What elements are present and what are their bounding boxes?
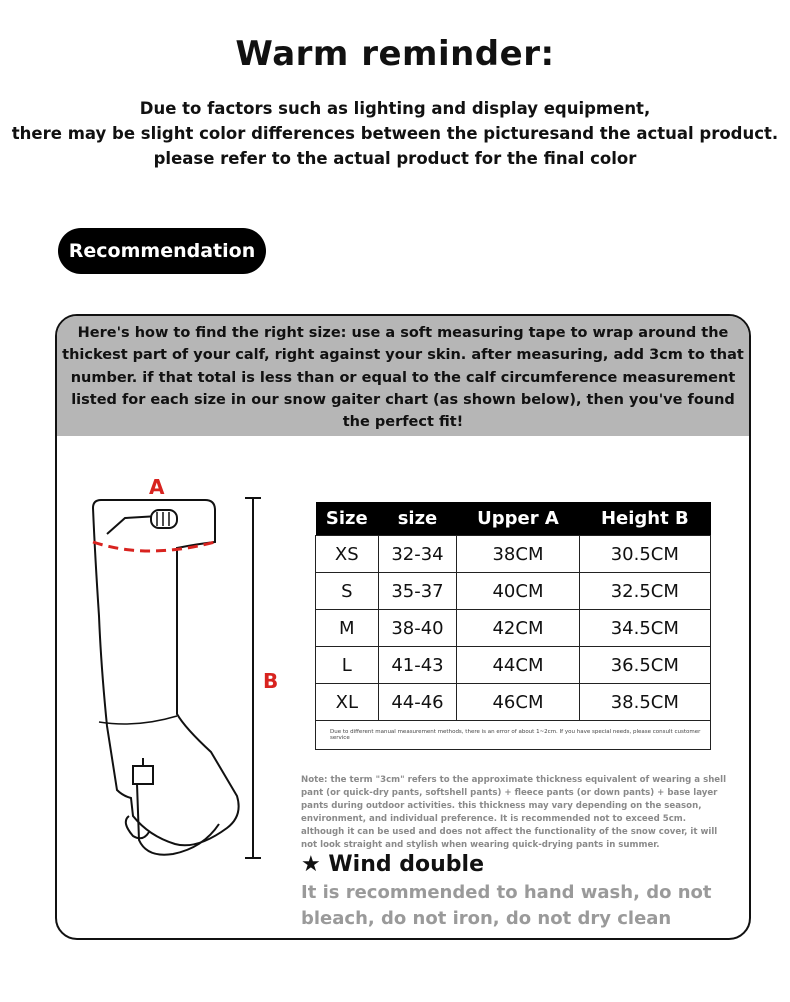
top-buckle (151, 510, 177, 528)
column-header: Upper A (457, 502, 579, 536)
table-header-row (316, 502, 711, 536)
table-cell: 41-43 (378, 647, 457, 684)
care-instructions: It is recommended to hand wash, do not bleach, do not iron, do not dry clean (301, 882, 712, 929)
recommendation-badge: Recommendation (58, 228, 266, 274)
table-row (316, 647, 711, 684)
table-cell: 32-34 (378, 536, 457, 573)
label-a: A (149, 475, 165, 499)
table-cell: 42CM (457, 610, 579, 647)
table-cell: 30.5CM (579, 536, 710, 573)
table-cell: XL (316, 684, 379, 721)
table-cell: 44CM (457, 647, 579, 684)
table-cell: 44-46 (378, 684, 457, 721)
label-b: B (263, 669, 279, 693)
color-notice (0, 96, 790, 171)
table-row (316, 610, 711, 647)
page-title: Warm reminder: (235, 34, 555, 74)
table-cell: 40CM (457, 573, 579, 610)
table-cell: 32.5CM (579, 573, 710, 610)
notice-line: there may be slight color differences between the picturesand the actual product. (11, 124, 779, 143)
table-cell: L (316, 647, 379, 684)
table-cell: 38.5CM (579, 684, 710, 721)
thickness-note: Note: the term "3cm" refers to the approximate thickness equivalent of wearing a shell pant (or quick-dry pants, softshell pants) + fleece pants (or down pants) + base layer pants during outdoor activities. this thickness may vary depending on the season, environment, and individual preference. It is recommended not to exceed 5cm. although it can be used and does not affect the functionality of the snow cover, it will not look straight and stylish when wearing quick-drying pants in summer. (301, 775, 727, 850)
column-header: size (378, 502, 457, 536)
wind-double-title: ★ Wind double (301, 852, 484, 877)
notice-line: please refer to the actual product for the final color (153, 149, 637, 168)
table-cell: 36.5CM (579, 647, 710, 684)
table-footnote: Due to different manual measurement methods, there is an error of about 1~2cm. If you have special needs, please consult customer service (316, 721, 711, 750)
table-cell: S (316, 573, 379, 610)
table-cell: M (316, 610, 379, 647)
table-cell: 38CM (457, 536, 579, 573)
table-footnote-row (316, 721, 711, 750)
table-cell: XS (316, 536, 379, 573)
notice-line: Due to factors such as lighting and display equipment, (139, 99, 651, 118)
table-row (316, 573, 711, 610)
table-cell: 34.5CM (579, 610, 710, 647)
bottom-hook (133, 766, 153, 784)
sizing-card (55, 314, 751, 940)
column-header: Size (316, 502, 379, 536)
table-cell: 35-37 (378, 573, 457, 610)
column-header: Height B (579, 502, 710, 536)
table-cell: 38-40 (378, 610, 457, 647)
size-chart-table (315, 502, 711, 750)
table-row (316, 536, 711, 573)
gaiter-diagram (77, 466, 307, 906)
sizing-instructions: Here's how to find the right size: use a soft measuring tape to wrap around the thickest part of your calf, right against your skin. after measuring, add 3cm to that number. if that total is less than or equal to the calf circumference measurement listed for each size in our snow gaiter chart (as shown below), then you've found the perfect fit! (57, 316, 749, 436)
table-cell: 46CM (457, 684, 579, 721)
table-row (316, 684, 711, 721)
